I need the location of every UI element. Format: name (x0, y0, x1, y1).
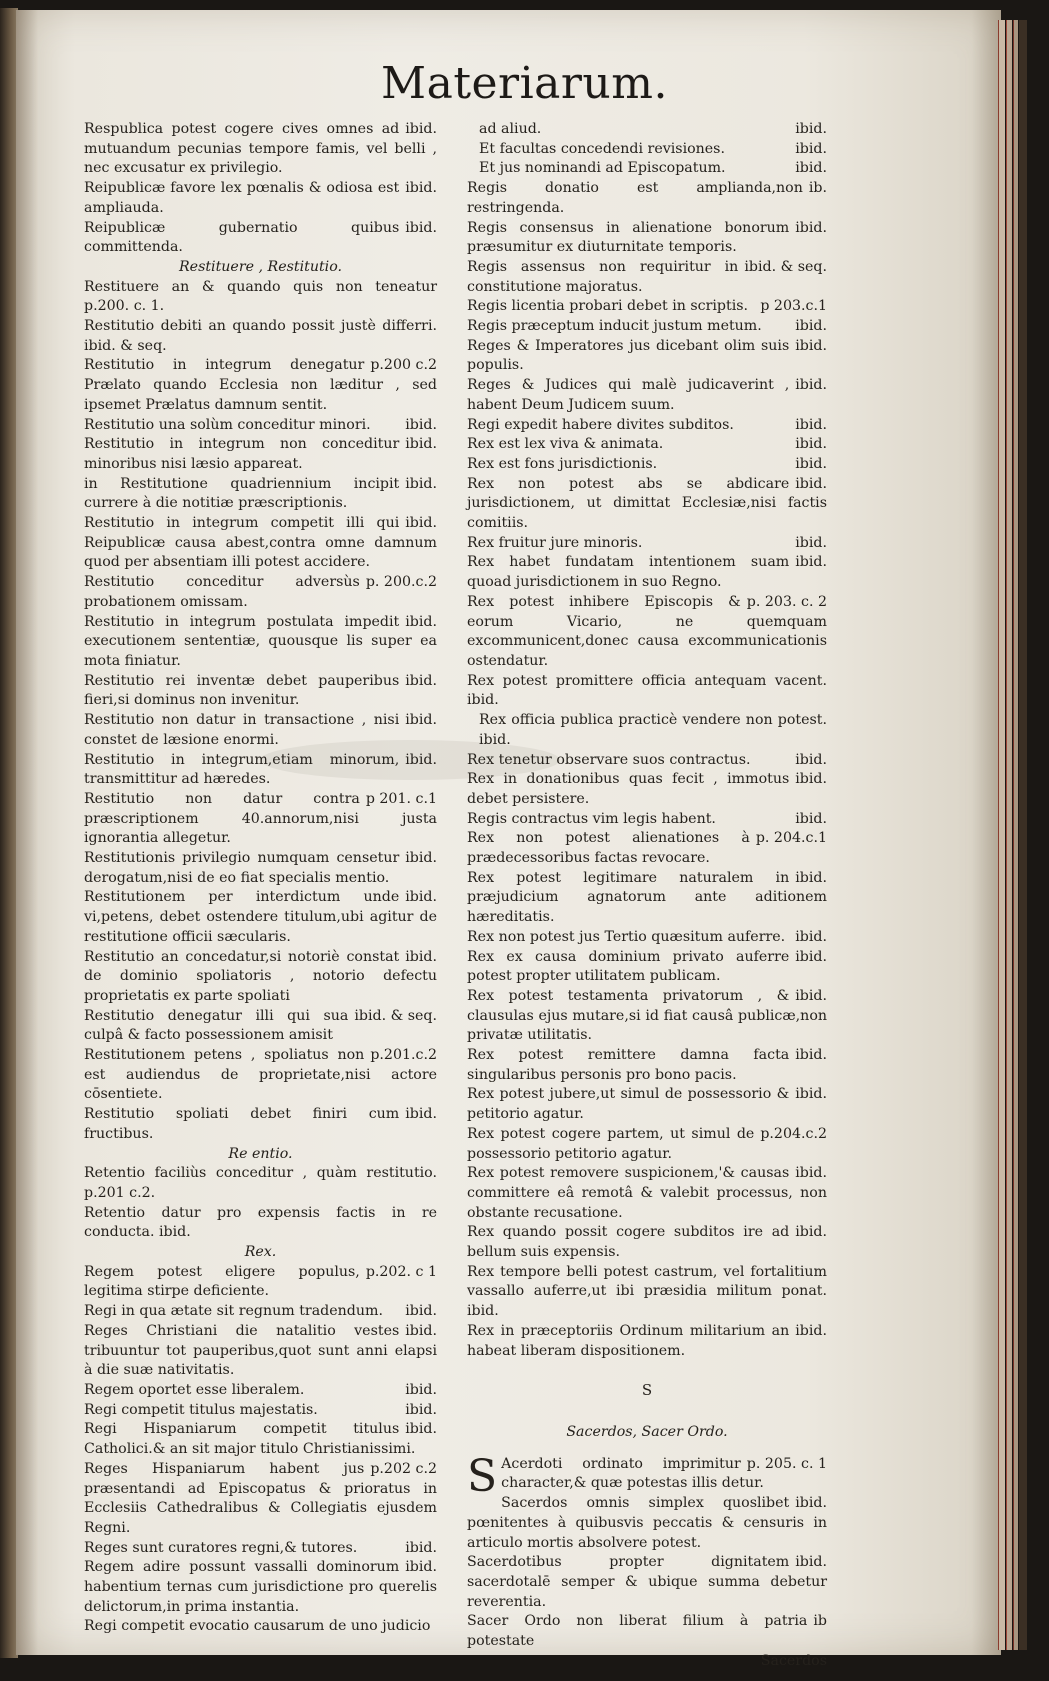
page-reference: ibid. (405, 416, 437, 433)
index-section-heading: Rex. (244, 1244, 277, 1261)
index-entry (84, 1617, 437, 1637)
entry-text: Et jus nominandi ad Episcopatum. (479, 160, 726, 177)
page-reference: ibid. (795, 436, 827, 453)
entry-text: Acerdoti ordinato imprimitur character,& quæ potestas illis detur. (501, 1455, 764, 1492)
page-reference: ibid. (795, 121, 827, 137)
page-reference: ibid. (795, 869, 827, 886)
index-entry (84, 1105, 437, 1144)
page-edge (1013, 20, 1018, 1650)
page-reference: ibid. (405, 889, 437, 906)
entry-text: Sacerdotibus propter dignitatem sacerdotalē semper & ubique summa debetur reverentia. (467, 1554, 827, 1610)
entry-text: Rex habet fundatam intentionem suam quoad jurisdictionem in suo Regno. (467, 554, 790, 591)
page-reference: ibid. (795, 140, 827, 157)
entry-text: Restitutio non datur in transactione , nisi constet de læsione enormi. (84, 712, 400, 748)
page-reference: ibid. (795, 928, 827, 945)
rex-entries-continued (467, 120, 827, 1361)
entry-text: Reges Christiani die natalitio vestes tribuuntur tot pauperibus,quot sunt anni elapsi à die suæ nativitatis. (84, 1322, 437, 1379)
index-entry (467, 1450, 827, 1502)
entry-text: Et facultas concedendi revisiones. (479, 140, 725, 157)
entry-text: Restitutio in integrum postulata impedit executionem sententiæ, quousque lis super ea mota finiatur. (84, 613, 437, 669)
entry-text: Rex est lex viva & animata. (467, 436, 664, 453)
entry-text: Rex fruitur jure minoris. (467, 534, 643, 551)
entry-text: Regi competit titulus majestatis. (84, 1401, 318, 1418)
entry-text: Reipublicæ favore lex pœnalis & odiosa est ampliauda. (84, 180, 400, 216)
page-reference: ibid. (405, 475, 437, 492)
entry-text: Reipublicæ gubernatio quibus committenda. (84, 219, 400, 256)
index-entry (467, 159, 827, 179)
entry-text: Regi in qua ætate sit regnum tradendum. (84, 1303, 383, 1320)
page-reference: ibid. (795, 416, 827, 433)
index-entry (467, 751, 827, 771)
section-letter: S (641, 1381, 653, 1400)
entry-text: Sacer Ordo non liberat filium à patria potestate (467, 1613, 808, 1650)
page-reference: p. 203. c. 2 (746, 593, 827, 610)
page-reference: ibid. (795, 771, 827, 788)
page-reference: ibid. & seq. (354, 1007, 437, 1024)
page-reference: p.202 c.2 (370, 1460, 437, 1477)
page-reference: ibid. (795, 337, 827, 354)
entry-text: Rex est fons jurisdictionis. (467, 455, 658, 472)
page-reference: ibid. (405, 121, 437, 137)
page-reference: ibid. (795, 475, 827, 492)
index-entry (467, 928, 827, 948)
page-reference: ibid. & seq. (744, 258, 827, 275)
entry-text: Restitutio an concedatur,si notoriè constat de dominio spoliatoris , notorio defectu proprietatis ex parte spoliati (84, 948, 437, 1004)
page-reference: ibid. (795, 1165, 827, 1182)
page-reference: p.201.c.2 (370, 1047, 437, 1064)
entry-text: Regis contractus vim legis habent. (467, 810, 716, 827)
index-section-heading: Re entio. (228, 1145, 293, 1162)
index-entry (84, 1401, 437, 1421)
entry-text: Rex potest promittere officia antequam vacent. ibid. (467, 672, 827, 709)
page-reference: ibid. (405, 751, 437, 768)
index-entry (467, 593, 827, 672)
entry-text: Rex in præceptoriis Ordinum militarium an habeat liberam dispositionem. (467, 1322, 790, 1359)
entry-text: Regi expedit habere divites subditos. (467, 416, 734, 433)
page-reference: ibid. (405, 850, 437, 867)
index-column-right (467, 120, 827, 1671)
page-reference: p.202. c 1 (365, 1263, 437, 1280)
page-reference: ibid. (405, 515, 437, 532)
gutter-shadow (16, 10, 38, 1655)
index-entry (467, 770, 827, 809)
page-reference: ibid. (405, 1303, 437, 1320)
entry-text: Retentio datur pro expensis factis in re conducta. ibid. (84, 1204, 437, 1241)
index-entry (467, 455, 827, 475)
index-entry (84, 613, 437, 672)
page-reference: ibid. (795, 160, 827, 177)
index-entry (84, 1007, 437, 1046)
index-entry (84, 888, 437, 947)
entry-text: Rex non potest alienationes à prædecessoribus factas revocare. (467, 830, 750, 867)
entry-text: Restitutio debiti an quando possit justè differri. ibid. & seq. (84, 318, 437, 354)
index-entry (84, 179, 437, 218)
index-entry (467, 1553, 827, 1612)
entry-text: Rex tenetur observare suos contractus. (467, 751, 751, 768)
index-entry (84, 1302, 437, 1322)
index-entry (467, 1612, 827, 1651)
index-entry (467, 1164, 827, 1223)
entry-text: Regem oportet esse liberalem. (84, 1382, 305, 1398)
entry-text: Restitutionis privilegio numquam censetur derogatum,nisi de eo fiat specialis mentio. (84, 850, 400, 886)
index-entry (467, 435, 827, 455)
index-entry (467, 376, 827, 415)
page-reference: p 203.c.1 (760, 298, 827, 315)
page-reference: ibid. (795, 318, 827, 335)
entry-text: Reges & Imperatores jus dicebant olim suis populis. (467, 337, 790, 374)
index-entry (467, 1223, 827, 1262)
page-reference: ibid. (795, 751, 827, 768)
entry-text: Rex quando possit cogere subditos ire ad bellum suis expensis. (467, 1224, 790, 1261)
entry-text: Rex tempore belli potest castrum, vel fortalitium vassallo auferre,ut ibi præsidia militum ponat. ibid. (467, 1263, 827, 1320)
index-entry (84, 356, 437, 415)
index-entry (467, 553, 827, 592)
entry-text: Restitutio in integrum non conceditur minoribus nisi læsio appareat. (84, 436, 400, 472)
entry-text: Restitutio spoliati debet finiri cum fructibus. (84, 1106, 400, 1142)
page-reference: ibid. (795, 455, 827, 472)
entry-text: Rex potest cogere partem, ut simul de possessorio petitorio agatur. (467, 1125, 755, 1162)
index-entry (467, 416, 827, 436)
entry-text: Regis assensus non requiritur in constitutione majoratus. (467, 258, 739, 295)
index-entry (467, 829, 827, 868)
entry-text: Restitutionem petens , spoliatus non est audiendus de proprietate,nisi actore cōsentiete. (84, 1047, 437, 1103)
entry-text: Rex non potest abs se abdicare jurisdictionem, ut dimittat Ecclesiæ,nisi factis comitiis. (467, 475, 827, 532)
index-entry (84, 1460, 437, 1539)
index-entry (467, 258, 827, 297)
page-reference: ibid. (405, 613, 437, 630)
index-entry (84, 751, 437, 790)
index-entry (467, 120, 827, 140)
entry-text: Restitutio una solùm conceditur minori. (84, 416, 371, 433)
index-entry (467, 1494, 827, 1553)
entry-text: Restituere an & quando quis non teneatur p.200. c. 1. (84, 278, 437, 315)
index-column-left (84, 120, 437, 1637)
entry-text: Rex potest remittere damna facta singularibus personis pro bono pacis. (467, 1047, 790, 1083)
index-entry (84, 849, 437, 888)
page-reference: ibid. (795, 1554, 827, 1571)
index-entry (467, 219, 827, 258)
page-reference: ibid. (795, 1086, 827, 1103)
page-reference: ibid. (405, 1401, 437, 1418)
entry-text: Rex potest jubere,ut simul de possessorio & petitorio agatur. (467, 1086, 790, 1123)
index-entry (84, 573, 437, 612)
index-entry (84, 1420, 437, 1459)
entry-text: Restitutio conceditur adversùs probationem omissam. (84, 574, 360, 610)
page-reference: ibid. (795, 534, 827, 551)
index-entry (84, 219, 437, 258)
index-entry (467, 948, 827, 987)
index-entry (84, 1322, 437, 1381)
index-entry (84, 1558, 437, 1617)
entry-text: Reges sunt curatores regni,& tutores. (84, 1539, 358, 1556)
index-entry (84, 672, 437, 711)
entry-text: ad aliud. (479, 121, 542, 137)
index-entry (467, 534, 827, 554)
index-entry (84, 948, 437, 1007)
page-reference: ibid. (405, 1322, 437, 1339)
page-edge (1006, 20, 1012, 1650)
index-entry (467, 140, 827, 160)
index-entry (467, 317, 827, 337)
page-reference: ibid. (405, 1559, 437, 1576)
index-entry (84, 1381, 437, 1401)
entry-text: Regis licentia probari debet in scriptis. (467, 298, 749, 315)
index-entry (84, 1539, 437, 1559)
page-reference: p. 200.c.2 (365, 574, 437, 591)
index-entry (84, 711, 437, 750)
index-entry (467, 869, 827, 928)
index-entry (467, 672, 827, 711)
catchword: Sacerdos (760, 1652, 827, 1669)
page-reference: ibid. (405, 436, 437, 453)
entry-text: Rex potest inhibere Episcopis & eorum Vicario, ne quemquam excommunicent,donec causa excommunicationis ostendatur. (467, 593, 827, 669)
sacerdos-entries (467, 1450, 827, 1652)
entry-text: Regis præceptum inducit justum metum. (467, 318, 762, 335)
page-edge (1019, 20, 1027, 1650)
entry-text: Regem adire possunt vassalli dominorum habentium ternas cum jurisdictione pro querelis delictorum,in prima instantia. (84, 1559, 437, 1615)
index-entry (467, 179, 827, 218)
page-reference: p. 204.c.1 (755, 830, 827, 847)
entry-text: in Restitutione quadriennium incipit currere à die notitiæ præscriptionis. (84, 475, 400, 512)
page-reference: ibid. (795, 554, 827, 571)
index-entry (467, 1085, 827, 1124)
entry-text: Reges & Judices qui malè judicaverint , habent Deum Judicem suum. (467, 377, 790, 413)
index-entry (84, 790, 437, 849)
entry-text: Regi Hispaniarum competit titulus Catholici.& an sit major titulo Christianissimi. (84, 1421, 416, 1458)
entry-text: Regis consensus in alienatione bonorum præsumitur ex diuturnitate temporis. (467, 219, 790, 256)
page-reference: ibid. (405, 1382, 437, 1398)
page-reference: ibid. (405, 180, 437, 197)
page-reference: ibid. (795, 377, 827, 394)
entry-text: Restitutio non datur contra præscriptionem 40.annorum,nisi justa ignorantia allegetur. (84, 790, 437, 847)
page-reference: ibid. (405, 948, 437, 965)
index-entry (467, 1263, 827, 1322)
index-entry (84, 416, 437, 436)
entry-text: Restitutio in integrum competit illi qui Reipublicæ causa abest,contra omne damnum quod per absentiam illi potest accidere. (84, 515, 437, 571)
page-reference: ibid. (405, 1539, 437, 1556)
index-entry (84, 1204, 437, 1243)
page-reference: ib (813, 1613, 827, 1630)
page-edge (998, 20, 1005, 1650)
page-reference: ibid. (795, 1495, 827, 1512)
entry-text: Regis donatio est amplianda,non restringenda. (467, 180, 803, 216)
entry-text: Rex potest testamenta privatorum , & clausulas ejus mutare,si id fiat causâ publicæ,non privatæ utilitatis. (467, 987, 827, 1044)
index-entry (467, 1046, 827, 1085)
index-entry (467, 711, 827, 750)
entry-text: Respublica potest cogere cives omnes ad mutuandum pecunias tempore famis, vel belli , nec excusatur ex privilegio. (84, 121, 437, 177)
page-reference: p 201. c.1 (365, 790, 437, 807)
page-reference: p.200 c.2 (370, 357, 437, 374)
index-entry (467, 810, 827, 830)
page-reference: p.204.c.2 (760, 1125, 827, 1142)
entry-text: Rex in donationibus quas fecit , immotus debet persistere. (467, 771, 790, 807)
page-reference: ibid. (405, 712, 437, 729)
page-reference: ibid. (795, 219, 827, 236)
page-heading: Materiarum. (381, 58, 668, 109)
entry-text: Restitutio denegatur illi qui sua culpâ & facto possessionem amisit (84, 1007, 349, 1044)
page-reference: ibid. (405, 219, 437, 236)
entry-text: Rex non potest jus Tertio quæsitum auferre. (467, 928, 786, 945)
page-reference: ib. (808, 180, 827, 197)
index-entry (467, 475, 827, 534)
entry-text: Rex officia publica practicè vendere non potest. ibid. (479, 712, 827, 748)
entry-text: Regem potest eligere populus, legitima stirpe deficiente. (84, 1263, 360, 1300)
index-entry (84, 435, 437, 474)
entry-text: Retentio faciliùs conceditur , quàm restitutio. p.201 c.2. (84, 1165, 437, 1201)
entry-text: Restitutio in integrum,etiam minorum, transmittitur ad hæredes. (84, 751, 400, 788)
index-entry (84, 1263, 437, 1302)
page-reference: ibid. (405, 672, 437, 689)
entry-text: Restitutionem per interdictum unde vi,petens, debet ostendere titulum,ubi agitur de restitutione officii sæcularis. (84, 889, 437, 945)
page-reference: ibid. (795, 810, 827, 827)
entry-text: Sacerdos omnis simplex quoslibet pœnitentes à quibusvis peccatis & censuris in articulo mortis absolvere potest. (467, 1495, 827, 1551)
index-entry (84, 1046, 437, 1105)
entry-text: Reges Hispaniarum habent jus præsentandi ad Episcopatus & prioratus in Ecclesiis Cathedralibus & Collegiatis ejusdem Regni. (84, 1460, 437, 1536)
drop-cap: S (467, 1450, 498, 1502)
page-reference: ibid. (795, 1047, 827, 1064)
index-entry (467, 297, 827, 317)
page-reference: ibid. (795, 987, 827, 1004)
page-reference: ibid. (405, 1106, 437, 1123)
index-entry (84, 475, 437, 514)
index-entry (84, 514, 437, 573)
index-entry (467, 1322, 827, 1361)
section-title: Sacerdos, Sacer Ordo. (566, 1424, 728, 1440)
page-reference: ibid. (795, 1322, 827, 1339)
index-entry (467, 1125, 827, 1164)
index-entry (467, 987, 827, 1046)
page-reference: ibid. (795, 948, 827, 965)
index-entry (84, 317, 437, 356)
entry-text: Regi competit evocatio causarum de uno judicio (84, 1618, 431, 1635)
entry-text: Restitutio rei inventæ debet pauperibus fieri,si dominus non invenitur. (84, 672, 400, 709)
entry-text: Restitutio in integrum denegatur Prælato quando Ecclesia non læditur , sed ipsemet Prælatus damnum sentit. (84, 357, 437, 413)
index-section-heading: Restituere , Restitutio. (178, 258, 343, 275)
page-reference: ibid. (405, 1421, 437, 1438)
page-reference: ibid. (795, 1224, 827, 1241)
entry-text: Rex potest legitimare naturalem in præjudicium agnatorum ante aditionem hæreditatis. (467, 869, 827, 926)
entry-text: Rex potest removere suspicionem,'& causas committere eâ remotâ & valebit processus, non obstante recusatione. (467, 1165, 827, 1221)
index-entry (467, 337, 827, 376)
index-entry (84, 120, 437, 179)
page-reference: p. 205. c. 1 (746, 1455, 827, 1472)
index-entry (84, 1164, 437, 1203)
entry-text: Rex ex causa dominium privato auferre potest propter utilitatem publicam. (467, 948, 790, 985)
index-entry (84, 278, 437, 317)
